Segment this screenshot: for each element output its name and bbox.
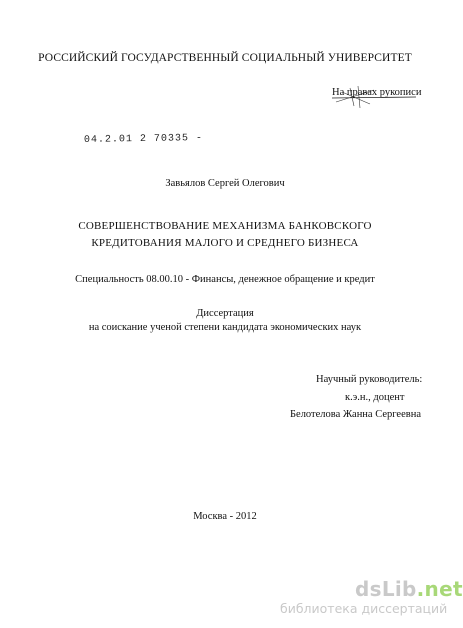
- supervisor-label: Научный руководитель:: [316, 374, 423, 385]
- thesis-title-line-2: КРЕДИТОВАНИЯ МАЛОГО И СРЕДНЕГО БИЗНЕСА: [91, 237, 359, 249]
- watermark-logo-tld: .net: [416, 577, 463, 601]
- degree-description: на соискание ученой степени кандидата экономических наук: [88, 322, 362, 333]
- document-type: Диссертация: [196, 308, 254, 319]
- watermark-logo-main: dsLib: [355, 577, 417, 601]
- author-name: Завьялов Сергей Олегович: [165, 178, 285, 189]
- watermark-subtitle: библиотека диссертаций: [280, 601, 448, 616]
- university-name: РОССИЙСКИЙ ГОСУДАРСТВЕННЫЙ СОЦИАЛЬНЫЙ УНИВЕРСИТЕТ: [38, 52, 412, 64]
- supervisor-title: к.э.н., доцент: [345, 392, 405, 403]
- manuscript-note: На правах рукописи: [332, 87, 422, 98]
- supervisor-name: Белотелова Жанна Сергеевна: [290, 409, 421, 420]
- watermark-logo: [355, 577, 463, 601]
- registration-stamp: 04.2.01 2 70335 -: [83, 132, 204, 147]
- speciality: Специальность 08.00.10 - Финансы, денежное обращение и кредит: [75, 274, 375, 285]
- thesis-title-line-1: СОВЕРШЕНСТВОВАНИЕ МЕХАНИЗМА БАНКОВСКОГО: [78, 220, 372, 232]
- city-year: Москва - 2012: [193, 511, 257, 522]
